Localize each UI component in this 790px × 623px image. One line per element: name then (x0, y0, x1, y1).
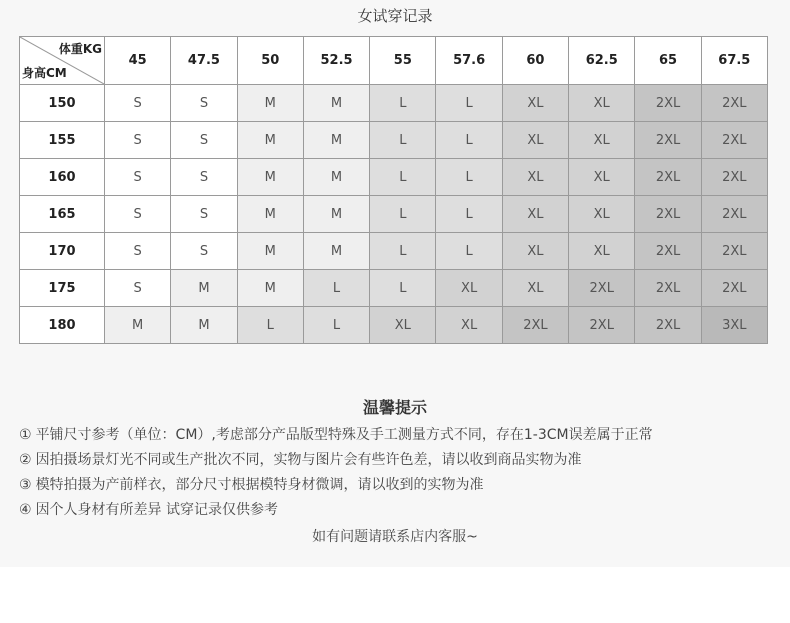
size-cell: XL (569, 196, 635, 233)
size-cell: 2XL (701, 233, 767, 270)
size-cell: S (105, 159, 171, 196)
size-cell: S (105, 85, 171, 122)
size-cell: M (237, 233, 303, 270)
size-cell: M (171, 270, 237, 307)
size-cell: 2XL (701, 196, 767, 233)
size-cell: 2XL (635, 196, 701, 233)
tip-text: 模特拍摄为产前样衣，部分尺寸根据模特身材微调，请以收到的实物为准 (35, 477, 484, 493)
size-cell: M (237, 196, 303, 233)
size-cell: XL (569, 233, 635, 270)
size-cell: 2XL (701, 85, 767, 122)
size-cell: XL (502, 85, 568, 122)
size-cell: XL (370, 307, 436, 344)
table-row (20, 270, 768, 307)
tip-number: ③ (19, 477, 32, 493)
size-cell: S (105, 196, 171, 233)
height-header-cell: 170 (20, 233, 105, 270)
size-cell: 2XL (701, 159, 767, 196)
tip-number: ④ (19, 502, 32, 518)
size-cell: 2XL (635, 159, 701, 196)
size-cell: S (171, 159, 237, 196)
table-row (20, 307, 768, 344)
weight-header-cell: 55 (370, 37, 436, 85)
weight-header-cell: 60 (502, 37, 568, 85)
size-cell: M (237, 270, 303, 307)
size-cell: L (436, 233, 502, 270)
contact-note: 如有问题请联系店内客服~ (312, 529, 478, 545)
weight-axis-label: 体重KG (58, 42, 102, 56)
size-cell: S (171, 196, 237, 233)
height-header-cell: 155 (20, 122, 105, 159)
size-cell: L (303, 307, 369, 344)
weight-header-row (20, 37, 768, 85)
tip-item (19, 498, 784, 523)
tip-text: 因拍摄场景灯光不同或生产批次不同，实物与图片会有些许色差，请以收到商品实物为准 (35, 452, 582, 468)
size-cell: XL (569, 85, 635, 122)
size-cell: XL (436, 307, 502, 344)
size-cell: L (436, 159, 502, 196)
size-cell: 2XL (635, 233, 701, 270)
size-cell: L (370, 196, 436, 233)
size-cell: 2XL (502, 307, 568, 344)
size-cell: S (105, 122, 171, 159)
size-cell: L (370, 233, 436, 270)
tips-title: 温馨提示 (362, 398, 427, 417)
size-cell: M (105, 307, 171, 344)
size-cell: M (237, 122, 303, 159)
size-cell: L (370, 159, 436, 196)
size-cell: M (303, 122, 369, 159)
weight-header-cell: 45 (105, 37, 171, 85)
size-cell: S (105, 233, 171, 270)
weight-header-cell: 47.5 (171, 37, 237, 85)
tip-text: 平铺尺寸参考（单位：CM）,考虑部分产品版型特殊及手工测量方式不同，存在1-3CM误差属于正常 (35, 427, 653, 443)
weight-header-cell: 50 (237, 37, 303, 85)
size-cell: M (303, 233, 369, 270)
tip-number: ② (19, 452, 32, 468)
size-cell: L (370, 122, 436, 159)
table-row (20, 233, 768, 270)
table-row (20, 196, 768, 233)
size-cell: S (171, 122, 237, 159)
size-cell: 2XL (569, 307, 635, 344)
weight-header-cell: 57.6 (436, 37, 502, 85)
size-cell: XL (569, 122, 635, 159)
size-cell: L (303, 270, 369, 307)
size-cell: 2XL (635, 307, 701, 344)
tip-number: ① (19, 427, 32, 443)
height-axis-label: 身高CM (22, 66, 67, 80)
size-cell: L (436, 196, 502, 233)
size-cell: M (237, 159, 303, 196)
size-cell: L (436, 122, 502, 159)
size-cell: XL (436, 270, 502, 307)
size-cell: M (237, 85, 303, 122)
size-cell: L (436, 85, 502, 122)
size-cell: XL (502, 233, 568, 270)
size-cell: XL (502, 159, 568, 196)
weight-header-cell: 62.5 (569, 37, 635, 85)
tips-list (19, 423, 784, 523)
size-cell: 2XL (635, 85, 701, 122)
size-cell: XL (569, 159, 635, 196)
height-header-cell: 150 (20, 85, 105, 122)
size-table-body (20, 85, 768, 344)
size-cell: S (171, 85, 237, 122)
size-cell: 3XL (701, 307, 767, 344)
height-header-cell: 175 (20, 270, 105, 307)
height-header-cell: 165 (20, 196, 105, 233)
size-cell: S (171, 233, 237, 270)
weight-header-cell: 67.5 (701, 37, 767, 85)
tip-item (19, 448, 784, 473)
size-cell: XL (502, 122, 568, 159)
size-cell: M (303, 85, 369, 122)
try-on-size-table (19, 36, 768, 344)
size-cell: M (171, 307, 237, 344)
size-cell: L (237, 307, 303, 344)
chart-title: 女试穿记录 (357, 7, 433, 25)
size-cell: M (303, 196, 369, 233)
size-cell: L (370, 270, 436, 307)
size-cell: 2XL (569, 270, 635, 307)
size-cell: 2XL (701, 122, 767, 159)
table-row (20, 122, 768, 159)
table-corner-header (20, 37, 105, 85)
size-cell: 2XL (635, 270, 701, 307)
size-cell: S (105, 270, 171, 307)
weight-header-cell: 65 (635, 37, 701, 85)
tip-text: 因个人身材有所差异 试穿记录仅供参考 (35, 502, 279, 518)
size-cell: M (303, 159, 369, 196)
size-cell: 2XL (701, 270, 767, 307)
weight-header-cell: 52.5 (303, 37, 369, 85)
size-cell: XL (502, 196, 568, 233)
tip-item (19, 473, 784, 498)
table-row (20, 85, 768, 122)
height-header-cell: 160 (20, 159, 105, 196)
size-cell: L (370, 85, 436, 122)
height-header-cell: 180 (20, 307, 105, 344)
tip-item (19, 423, 784, 448)
table-row (20, 159, 768, 196)
size-cell: 2XL (635, 122, 701, 159)
size-cell: XL (502, 270, 568, 307)
